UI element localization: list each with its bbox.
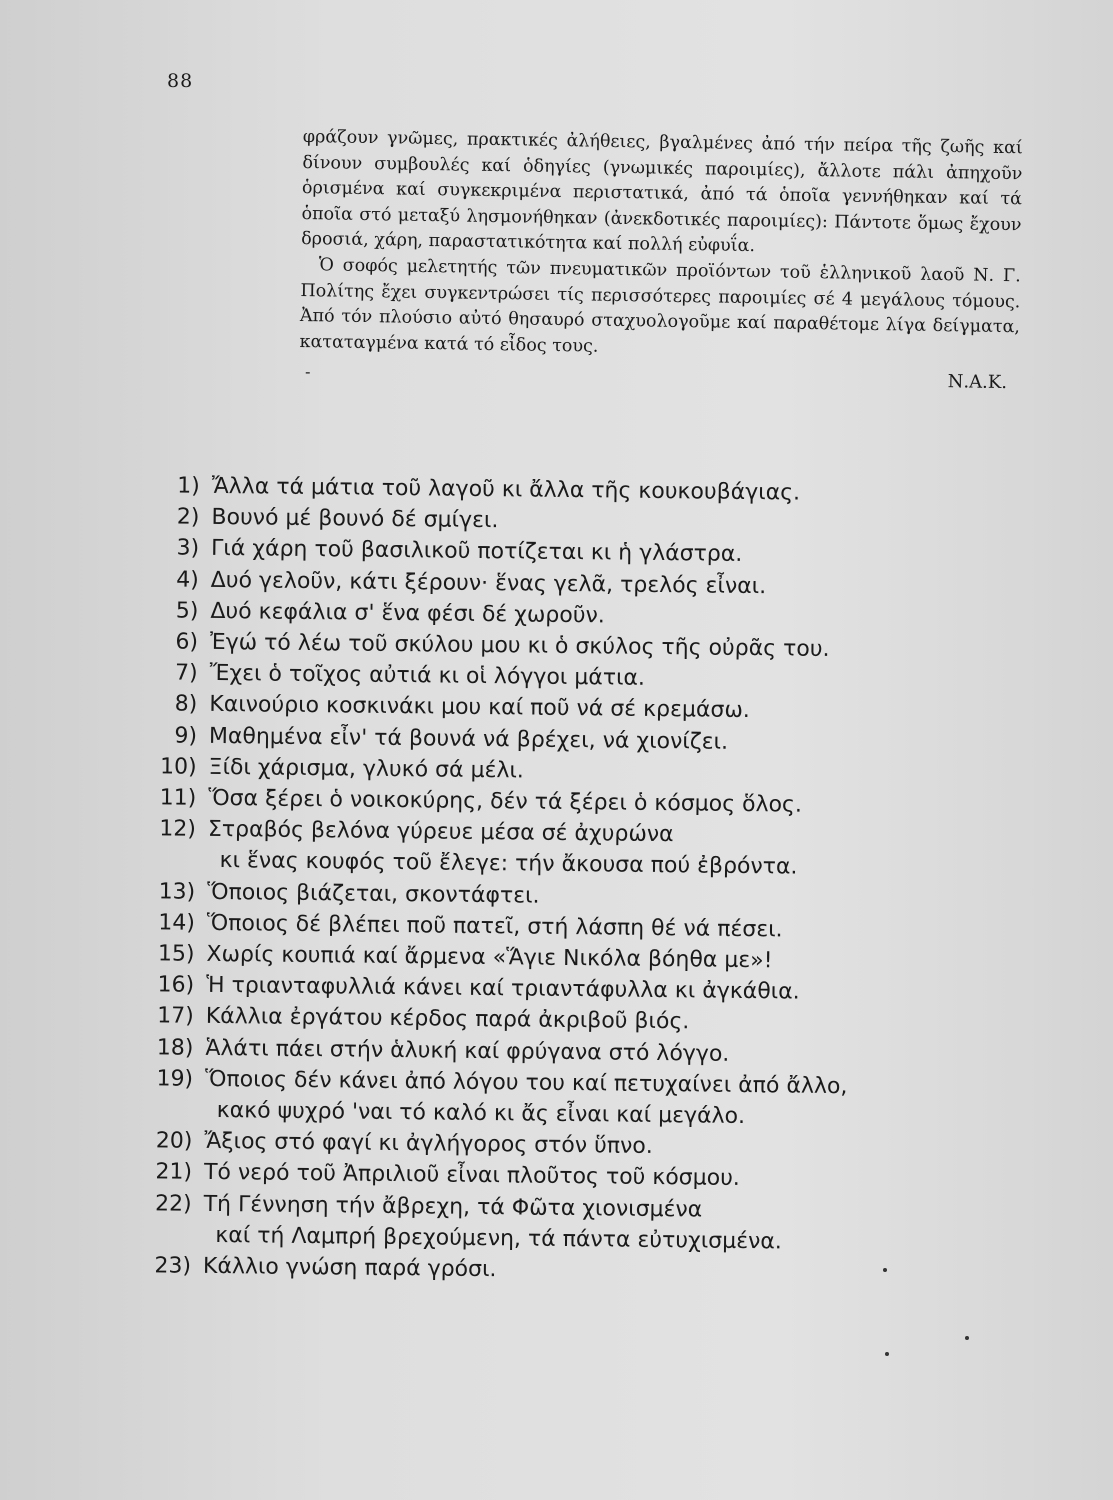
proverb-number: 17)	[157, 1003, 194, 1030]
speck-mark	[885, 1352, 889, 1356]
proverb-text: Ἐγώ τό λέω τοῦ σκύλου μου κι ὁ σκύλος τῆς οὐρᾶς του.	[209, 629, 830, 662]
proverb-text-continuation: κακό ψυχρό 'ναι τό καλό κι ἄς εἶναι καί μεγάλο.	[216, 1098, 746, 1130]
proverb-list	[121, 470, 990, 1291]
proverb-item	[125, 813, 986, 885]
proverb-number: 18)	[156, 1034, 194, 1061]
proverb-number: 12)	[159, 816, 197, 843]
proverb-text: Ἄξιος στό φαγί κι ἀγλήγορος στόν ὕπνο.	[204, 1129, 653, 1160]
dash-mark: -	[304, 362, 311, 382]
proverb-text-continuation: κι ἕνας κουφός τοῦ ἔλεγε: τήν ἄκουσα πού ἐβρόντα.	[219, 848, 798, 881]
proverb-number: 23)	[154, 1253, 192, 1279]
proverb-text: Ξίδι χάρισμα, γλυκό σά μέλι.	[208, 754, 525, 784]
proverb-text-block	[203, 1189, 982, 1260]
proverb-number: 14)	[158, 910, 196, 936]
proverb-text: Ἄλλα τά μάτια τοῦ λαγοῦ κι ἄλλα τῆς κουκουβάγιας.	[211, 473, 801, 506]
page-number: 88	[167, 70, 194, 92]
proverb-text: Ὅσα ξέρει ὁ νοικοκύρης, δέν τά ξέρει ὁ κόσμος ὅλος.	[208, 785, 803, 818]
proverb-number: 13)	[158, 878, 196, 905]
proverb-text: Ἔχει ὁ τοῖχος αὐτιά κι οἱ λόγγοι μάτια.	[209, 661, 646, 692]
proverb-text: Μαθημένα εἶν' τά βουνά νά βρέχει, νά χιονίζει.	[208, 723, 729, 755]
proverb-text: Χωρίς κουπιά καί ἄρμενα «Ἅγιε Νικόλα βόηθα με»!	[206, 941, 773, 974]
proverb-text: Κάλλιο γνώση παρά γρόσι.	[202, 1253, 497, 1283]
proverb-number: 22)	[154, 1191, 192, 1217]
proverb-text: Γιά χάρη τοῦ βασιλικοῦ ποτίζεται κι ἡ γλάστρα.	[210, 536, 743, 568]
proverb-text-continuation: καί τή Λαμπρή βρεχούμενη, τά πάντα εὐτυχισμένα.	[215, 1222, 783, 1255]
proverb-text: Τό νερό τοῦ Ἀπριλιοῦ εἶναι πλοῦτος τοῦ κόσμου.	[203, 1160, 741, 1192]
proverb-number: 2)	[176, 504, 200, 530]
intro-paragraph-2: Ὁ σοφός μελετητής τῶν πνευματικῶν προϊόντων τοῦ ἑλληνικοῦ λαοῦ Ν. Γ. Πολίτης ἔχει συγκεντρώσει τίς περισσότερες παροιμίες σέ 4 μεγάλους τόμους. Ἀπό τόν πλούσιο αὐτό θησαυρό σταχυολογοῦμε καί παραθέτομε λίγα δείγματα, καταταγμένα κατά τό εἶδος τους.	[299, 255, 1021, 357]
proverb-text: Δυό κεφάλια σ' ἕνα φέσι δέ χωροῦν.	[210, 598, 605, 629]
proverb-number: 19)	[156, 1066, 194, 1092]
proverb-text: Στραβός βελόνα γύρευε μέσα σέ ἀχυρώνα	[207, 817, 674, 848]
intro-paragraph-1: φράζουν γνῶμες, πρακτικές ἀλήθειες, βγαλμένες ἀπό τήν πείρα τῆς ζωῆς καί δίνουν συμβουλές καί ὁδηγίες (γνωμικές παροιμίες), ἄλλοτε πάλι ἀπηχοῦν ὁρισμένα καί συγκεκριμένα περιστατικά, ἀπό τά ὁποῖα γεννήθηκαν καί τά ὁποῖα στό μεταξύ λησμονήθηκαν (ἀνεκδοτικές παροιμίες): Πάντοτε ὅμως ἔχουν δροσιά, χάρη, παραστατικότητα καί πολλή εὐφυΐα.	[301, 126, 1023, 257]
proverb-text: Ὅποιος δέν κάνει ἀπό λόγου του καί πετυχαίνει ἀπό ἄλλο,	[204, 1066, 848, 1100]
proverb-item	[123, 1063, 984, 1135]
proverb-number: 5)	[175, 598, 199, 624]
proverb-text: Ἁλάτι πάει στήν ἁλυκή καί φρύγανα στό λόγγο.	[205, 1035, 730, 1067]
proverb-number: 16)	[157, 972, 195, 999]
proverb-text: Ὅποιος δέ βλέπει ποῦ πατεῖ, στή λάσπη θέ νά πέσει.	[206, 910, 783, 943]
proverb-text: Κάλλια ἐργάτου κέρδος παρά ἀκριβοῦ βιός.	[205, 1004, 690, 1035]
proverb-text: Δυό γελοῦν, κάτι ξέρουν· ἕνας γελᾶ, τρελός εἶναι.	[210, 567, 767, 599]
proverb-number: 9)	[174, 723, 198, 749]
proverb-text: Ἡ τριανταφυλλιά κάνει καί τριαντάφυλλα κι ἀγκάθια.	[206, 973, 800, 1005]
proverb-number: 21)	[155, 1159, 193, 1186]
proverb-number: 1)	[177, 473, 200, 499]
proverb-number: 15)	[157, 941, 195, 967]
proverb-text: Ὅποιος βιάζεται, σκοντάφτει.	[207, 879, 540, 909]
proverb-number: 20)	[155, 1128, 193, 1155]
speck-mark	[965, 1336, 969, 1340]
intro-text	[299, 125, 1023, 397]
proverb-number: 4)	[176, 567, 199, 593]
proverb-number: 7)	[174, 660, 198, 686]
speck-mark	[883, 1268, 887, 1272]
proverb-number: 11)	[159, 785, 197, 811]
proverb-text-block	[205, 1064, 984, 1135]
author-signature: Ν.Α.Κ.	[947, 371, 1008, 394]
proverb-number: 8)	[174, 691, 198, 718]
proverb-text: Καινούριο κοσκινάκι μου καί ποῦ νά σέ κρεμάσω.	[209, 692, 750, 724]
proverb-number: 3)	[176, 535, 200, 562]
proverb-text: Τή Γέννηση τήν ἄβρεχη, τά Φῶτα χιονισμένα	[203, 1191, 703, 1223]
proverb-text: Βουνό μέ βουνό δέ σμίγει.	[211, 505, 499, 534]
proverb-text-block	[207, 814, 986, 885]
proverb-number: 10)	[159, 754, 197, 780]
proverb-number: 6)	[175, 629, 199, 655]
proverb-item	[121, 1188, 982, 1260]
